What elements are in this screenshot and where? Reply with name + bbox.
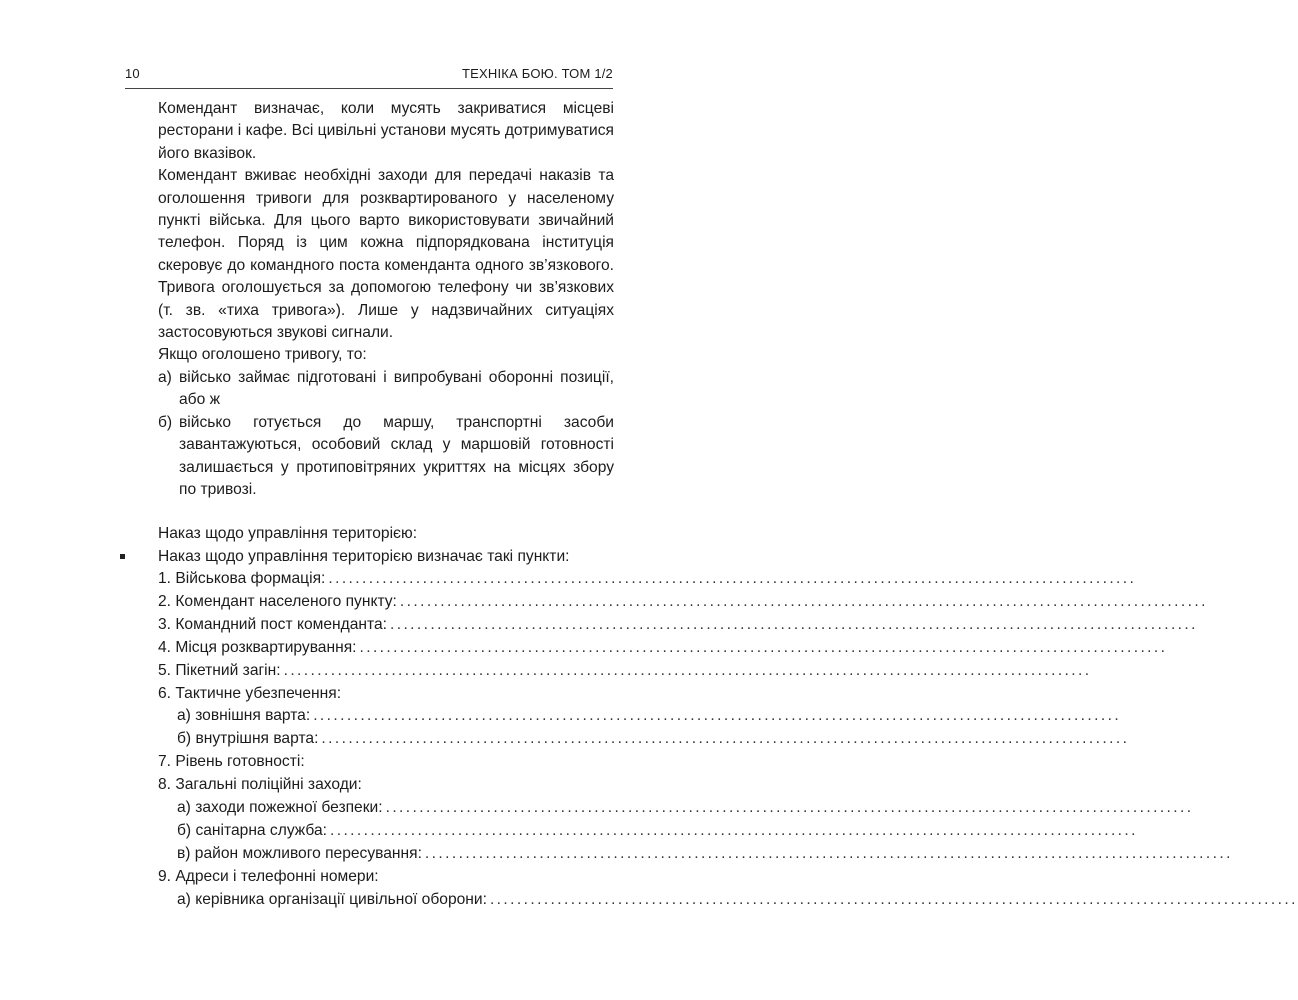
order-entry	[158, 591, 1208, 614]
bullet-item	[158, 546, 614, 568]
order-entry	[158, 705, 1122, 728]
alarm-option-text: військо готується до маршу, транспортні засоби завантажуються, особовий склад у маршовій готовності залишається у протиповітряних укриттях на місцях збору по тривозі.	[179, 413, 614, 498]
fill-in-leader: ........................................................................................................................	[424, 844, 1233, 862]
order-entry	[158, 774, 614, 797]
fill-in-leader: ........................................................................................................................	[359, 638, 1168, 656]
paragraph-curfew: Комендант визначає, коли мусять закриватися місцеві ресторани і кафе. Всі цивільні установи мусять дотримуватися його вказівок.	[158, 100, 614, 162]
alarm-option-text: військо займає підготовані і випробувані оборонні позиції, або ж	[179, 368, 614, 409]
order-entry-label: 5. Пікетний загін:	[158, 661, 281, 679]
order-entry	[158, 728, 1130, 751]
order-entry	[158, 614, 1198, 637]
order-entry-label: 1. Військова формація:	[158, 570, 326, 588]
order-entry	[158, 866, 614, 889]
order-entry	[158, 568, 1137, 591]
order-entry	[158, 843, 1233, 866]
paragraph-alarm-intro: Якщо оголошено тривогу, то:	[158, 346, 367, 364]
fill-in-leader: ........................................................................................................................	[321, 730, 1130, 748]
bullet-square-icon	[120, 554, 125, 559]
fill-in-leader: ........................................................................................................................	[489, 890, 1298, 908]
paragraph-alarm-procedure: Комендант вживає необхідні заходи для передачі наказів та оголошення тривоги для розквартированого у населеному пункті війська. Для цього варто використовувати звичайний телефон. Поряд із цим кожна підпорядкована інституція скеровує до командного поста коменданта одного зв’язкового. Тривога оголошується за допомогою телефону чи зв’язкових (т. зв. «тиха тривога»). Лише у надзвичайних ситуаціях застосовуються звукові сигнали.	[158, 167, 614, 342]
bullet-text: Наказ щодо управління територією визначає такі пункти:	[158, 547, 570, 565]
order-entry-label: б) санітарна служба:	[177, 821, 327, 839]
order-entry	[158, 637, 1168, 660]
order-entry-label: 8. Загальні поліційні заходи:	[158, 776, 362, 794]
order-entry-label: а) заходи пожежної безпеки:	[177, 799, 383, 817]
order-entry	[158, 751, 614, 774]
running-title: ТЕХНІКА БОЮ. ТОМ 1/2	[462, 66, 613, 81]
order-heading: Наказ щодо управління територією:	[158, 525, 418, 543]
order-entry	[158, 683, 614, 706]
fill-in-leader: ........................................................................................................................	[283, 661, 1092, 679]
order-entries-list	[158, 568, 1298, 911]
page-body	[158, 98, 1298, 911]
order-entry-label: 2. Комендант населеного пункту:	[158, 593, 397, 611]
fill-in-leader: ........................................................................................................................	[313, 707, 1122, 725]
alarm-option-label: а)	[158, 368, 172, 386]
order-entry	[158, 820, 1138, 843]
alarm-option-b	[158, 412, 614, 502]
page-number: 10	[125, 66, 140, 81]
order-entry	[158, 797, 1194, 820]
alarm-option-a	[158, 367, 614, 412]
alarm-option-label: б)	[158, 413, 173, 431]
fill-in-leader: ........................................................................................................................	[399, 593, 1208, 611]
order-entry-label: 6. Тактичне убезпечення:	[158, 684, 342, 702]
order-entry-label: в) район можливого пересування:	[177, 844, 422, 862]
order-entry-label: а) керівника організації цивільної оборони:	[177, 890, 487, 908]
order-entry-label: 3. Командний пост коменданта:	[158, 615, 387, 633]
order-entry-label: 9. Адреси і телефонні номери:	[158, 867, 379, 885]
page-header	[125, 66, 613, 81]
order-entry-label: 4. Місця розквартирування:	[158, 638, 357, 656]
fill-in-leader: ........................................................................................................................	[328, 570, 1137, 588]
fill-in-leader: ........................................................................................................................	[385, 799, 1194, 817]
header-rule	[125, 88, 613, 89]
order-entry-label: а) зовнішня варта:	[177, 707, 311, 725]
order-entry-label: б) внутрішня варта:	[177, 730, 319, 748]
fill-in-leader: ........................................................................................................................	[389, 615, 1198, 633]
order-entry-label: 7. Рівень готовності:	[158, 753, 305, 771]
order-entry	[158, 889, 1298, 912]
fill-in-leader: ........................................................................................................................	[329, 821, 1138, 839]
order-entry	[158, 660, 1092, 683]
